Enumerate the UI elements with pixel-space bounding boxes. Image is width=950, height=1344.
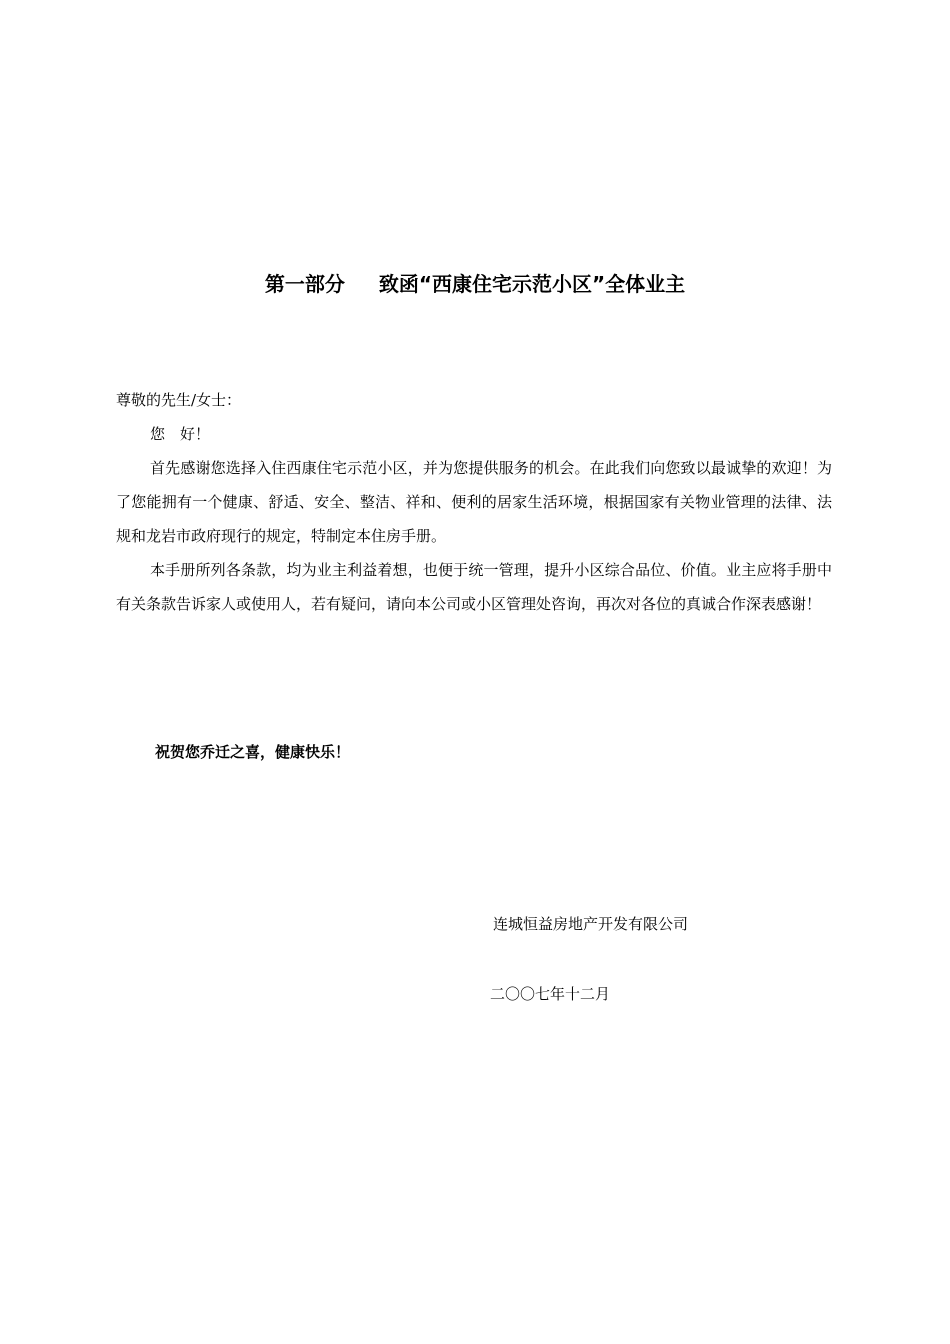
page-title	[0, 270, 950, 298]
title-part: 第一部分	[264, 272, 345, 296]
letter-date: 二〇〇七年十二月	[490, 985, 611, 1003]
letter-body	[116, 383, 832, 621]
paragraph-2: 本手册所列各条款，均为业主利益着想，也便于统一管理，提升小区综合品位、价值。业主应将手册中有关条款告诉家人或使用人，若有疑问，请向本公司或小区管理处咨询，再次对各位的真诚合作深表感谢！	[116, 561, 832, 613]
title-heading: 致函“西康住宅示范小区”全体业主	[378, 272, 686, 296]
paragraph-1: 首先感谢您选择入住西康住宅示范小区，并为您提供服务的机会。在此我们向您致以最诚挚的欢迎！为了您能拥有一个健康、舒适、安全、整洁、祥和、便利的居家生活环境，根据国家有关物业管理的法律、法规和龙岩市政府现行的规定，特制定本住房手册。	[116, 459, 832, 545]
closing-wish: 祝贺您乔迁之喜，健康快乐！	[155, 743, 351, 761]
company-name: 连城恒益房地产开发有限公司	[493, 915, 689, 933]
salutation: 尊敬的先生/女士：	[116, 391, 242, 409]
greeting: 您 好！	[150, 425, 211, 443]
